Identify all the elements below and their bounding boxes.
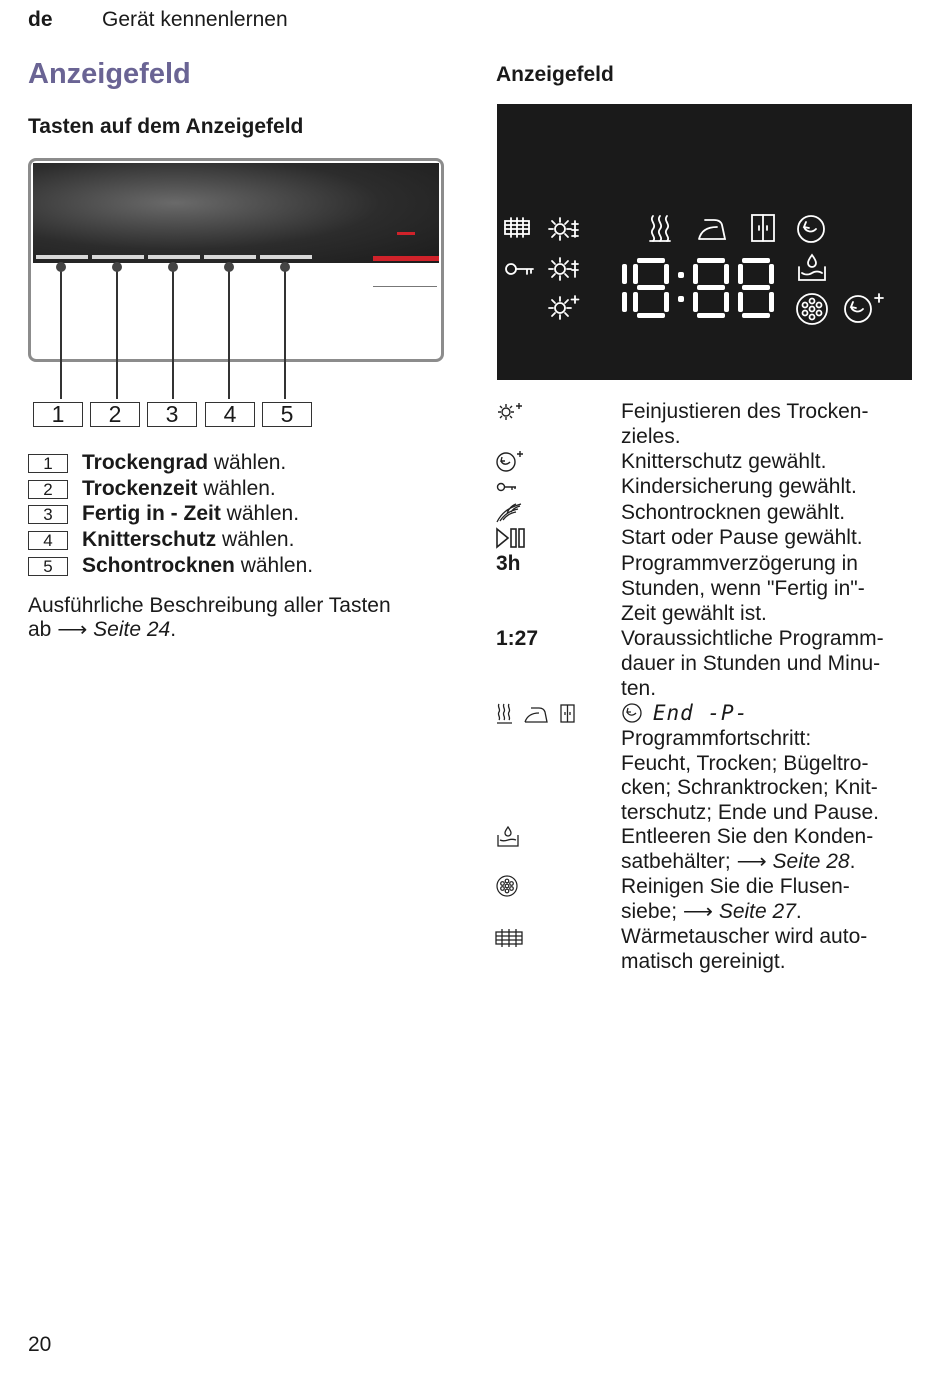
gentle-dry-icon [494,500,526,524]
panel-subtitle: Tasten auf dem Anzeigefeld [28,115,304,138]
anti-crease-plus-icon [496,449,526,473]
callout-number-2: 2 [90,402,140,427]
callout-line [116,267,118,399]
legend-text: wählen. [197,477,276,500]
definition-text: End -P- Programmfortschritt: Feucht, Trocken; Bügeltro- cken; Schranktrocken; Knit- terschutz; Ende und Pause. [621,701,926,826]
digit-segment [622,264,627,284]
legend-item [28,502,299,526]
definition-text: Wärmetauscher wird auto- matisch gereinigt. [621,925,868,973]
panel-button-3 [148,255,200,259]
cupboard-dry-icon [752,215,774,241]
lint-filter-icon [797,294,827,324]
callout-dot [56,262,66,272]
panel-screen [33,163,439,263]
section-title: Anzeigefeld [28,58,191,90]
panel-divider [373,286,437,287]
definition-text: Start oder Pause gewählt. [621,526,863,549]
panel-button-2 [92,255,144,259]
legend-number: 5 [28,557,68,576]
definition-text: Knitterschutz gewählt. [621,450,827,473]
legend-number: 3 [28,505,68,524]
seven-segment-readout [622,258,774,318]
iron-dry-icon [525,708,547,722]
damp-dry-icon [497,704,512,723]
iron-dry-icon [699,220,725,239]
definition-term: 1:27 [496,627,539,650]
fine-tune-icon [496,401,526,423]
colon-dot [678,272,684,278]
legend-item [28,451,286,475]
condenser-container-icon [496,825,522,849]
description-paragraph [28,594,458,642]
cupboard-dry-icon [561,705,574,722]
legend-text: wählen. [216,528,295,551]
callout-dot [224,262,234,272]
legend-key: Knitterschutz [82,528,217,551]
arrow-glyph: ⟶ [682,899,713,923]
description-line: ab ⟶ Seite 24. [28,618,177,641]
control-panel-illustration [28,158,444,362]
legend-text: wählen. [234,554,314,577]
legend-key: Schontrocknen [82,554,235,577]
heat-exchanger-icon [495,928,525,948]
progress-codes: End -P- [652,701,749,725]
display-icons [497,104,912,380]
callout-dot [112,262,122,272]
page-number: 20 [28,1333,52,1356]
damp-dry-icon [650,216,670,241]
definition-text: Voraussichtliche Programm- dauer in Stunden und Minu- ten. [621,627,884,700]
callout-number-5: 5 [262,402,312,427]
legend-key: Trockenzeit [82,477,198,500]
callout-dot [280,262,290,272]
definition-term: 3h [496,552,521,575]
heat-exchanger-icon [505,218,529,237]
legend-item [28,528,294,552]
condenser-container-icon [799,255,825,280]
callout-line [172,267,174,399]
legend-key: Trockengrad [82,451,209,474]
progress-icons [495,702,580,726]
legend-number: 4 [28,531,68,550]
panel-indicator [397,232,415,235]
legend-text: wählen. [220,502,300,525]
header-title: Gerät kennenlernen [102,8,288,31]
legend-item [28,477,276,501]
digit-segment [738,258,774,318]
arrow-glyph: ⟶ [736,849,767,873]
callout-number-1: 1 [33,402,83,427]
callout-number-3: 3 [147,402,197,427]
definition-text: Programmverzögerung in Stunden, wenn "Fertig in"- Zeit gewählt ist. [621,552,865,625]
key-icon [506,264,533,274]
colon-dot [678,296,684,302]
progress-codes-line [621,701,926,727]
panel-button-4 [204,255,256,259]
header-language: de [28,8,53,31]
start-pause-icon [495,527,529,549]
anti-crease-plus-icon [845,294,883,322]
page-reference-link[interactable]: Seite 24 [93,618,171,641]
panel-start-bar [373,256,439,261]
lint-filter-icon [496,875,520,899]
callout-line [228,267,230,399]
definition-text: Schontrocknen gewählt. [621,501,846,524]
definition-text: Feinjustieren des Trocken- zieles. [621,400,869,448]
page-reference-link[interactable]: Seite 28 [772,849,850,873]
page-reference-link[interactable]: Seite 27 [718,899,796,923]
definition-text: Reinigen Sie die Flusen- siebe; ⟶ Seite 27. [621,875,850,923]
legend-item [28,554,313,578]
description-line: Ausführliche Beschreibung aller Tasten [28,594,391,617]
dry-level-high-icon [549,218,578,240]
callout-number-4: 4 [205,402,255,427]
legend-key: Fertig in - Zeit [82,502,221,525]
display-panel [497,104,912,380]
panel-button-1 [36,255,88,259]
dry-level-mid-icon [549,258,578,280]
arrow-glyph: ⟶ [57,618,88,641]
legend-number: 2 [28,480,68,499]
definition-text: Entleeren Sie den Konden- satbehälter; ⟶ Seite 28. [621,825,874,873]
callout-line [284,267,286,399]
anti-crease-icon [621,702,647,724]
display-subtitle: Anzeigefeld [496,63,614,86]
digit-segment [622,292,627,312]
digit-segment [693,258,729,318]
callout-line [60,267,62,399]
fine-tune-icon [549,296,579,319]
anti-crease-icon [798,216,824,242]
key-icon [496,480,526,496]
definition-text: Kindersicherung gewählt. [621,475,857,498]
callout-dot [168,262,178,272]
legend-text: wählen. [208,451,287,474]
digit-segment [633,258,669,318]
legend-number: 1 [28,454,68,473]
panel-button-5 [260,255,312,259]
